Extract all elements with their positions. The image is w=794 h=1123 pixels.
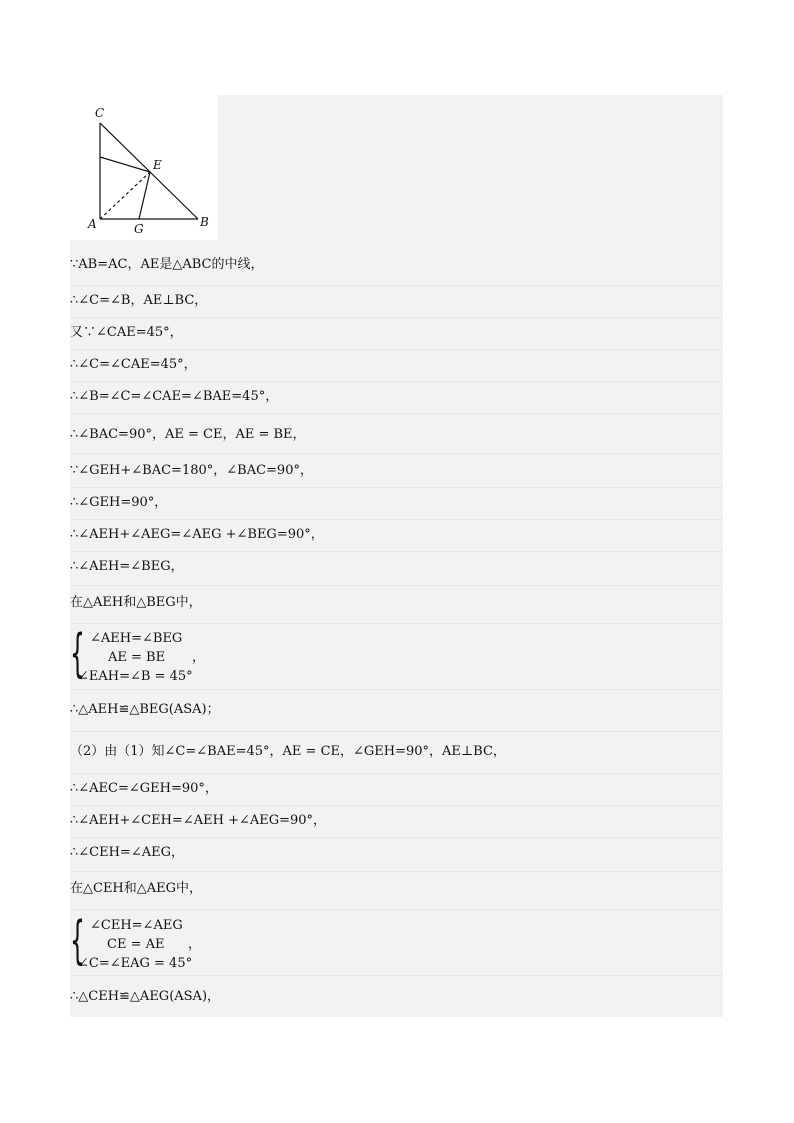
- system-line: ∠C=∠EAG = 45°: [78, 956, 193, 971]
- system-line: ∠AEH=∠BEG: [90, 631, 183, 646]
- proof-line: （2）由（1）知∠C=∠BAE=45°，AE = CE，∠GEH=90°，AE⊥BC，: [70, 744, 506, 759]
- proof-line: ∵∠GEH+∠BAC=180°，∠BAC=90°，: [70, 463, 313, 478]
- solution-panel: [70, 95, 723, 1017]
- system-comma: ，: [188, 937, 202, 952]
- proof-line: ∴∠AEH+∠AEG=∠AEG +∠BEG=90°，: [70, 527, 324, 542]
- proof-line: ∴∠C=∠B，AE⊥BC，: [70, 293, 208, 308]
- equation-system-1: [70, 624, 723, 694]
- segment-eg: [139, 172, 150, 219]
- proof-line: ∴∠GEH=90°，: [70, 495, 168, 510]
- system-line: AE = BE: [108, 650, 166, 665]
- left-brace: {: [70, 911, 85, 971]
- label-g: G: [134, 222, 144, 236]
- proof-line: ∴∠CEH=∠AEG，: [70, 845, 184, 860]
- system-line: ∠CEH=∠AEG: [90, 918, 183, 933]
- proof-line: ∴△AEH≌△BEG(ASA)；: [70, 702, 220, 717]
- triangle-figure: [70, 95, 218, 240]
- system-comma: ，: [192, 650, 206, 665]
- label-a: A: [88, 217, 97, 231]
- proof-line: ∴△CEH≌△AEG(ASA)，: [70, 989, 221, 1004]
- label-b: B: [200, 215, 209, 229]
- proof-line: ∴∠B=∠C=∠CAE=∠BAE=45°，: [70, 389, 279, 404]
- proof-line: ∴∠AEC=∠GEH=90°，: [70, 781, 218, 796]
- proof-line: ∴∠BAC=90°，AE = CE，AE = BE，: [70, 427, 306, 442]
- left-brace: {: [70, 624, 85, 684]
- proof-line: ∴∠AEH+∠CEH=∠AEH +∠AEG=90°，: [70, 813, 327, 828]
- proof-line: 在△AEH和△BEG中，: [70, 595, 202, 610]
- proof-line: ∴∠AEH=∠BEG，: [70, 559, 184, 574]
- system-line: CE = AE: [107, 937, 165, 952]
- segment-ae-dashed: [100, 172, 150, 219]
- system-line: ∠EAH=∠B = 45°: [78, 669, 193, 684]
- proof-line: ∵AB=AC，AE是△ABC的中线，: [70, 257, 264, 272]
- equation-system-2: [70, 911, 723, 981]
- proof-line: 又∵∠CAE=45°，: [70, 325, 183, 340]
- proof-line: ∴∠C=∠CAE=45°，: [70, 357, 197, 372]
- label-c: C: [95, 106, 105, 120]
- label-e: E: [153, 158, 162, 172]
- proof-line: 在△CEH和△AEG中，: [70, 881, 203, 896]
